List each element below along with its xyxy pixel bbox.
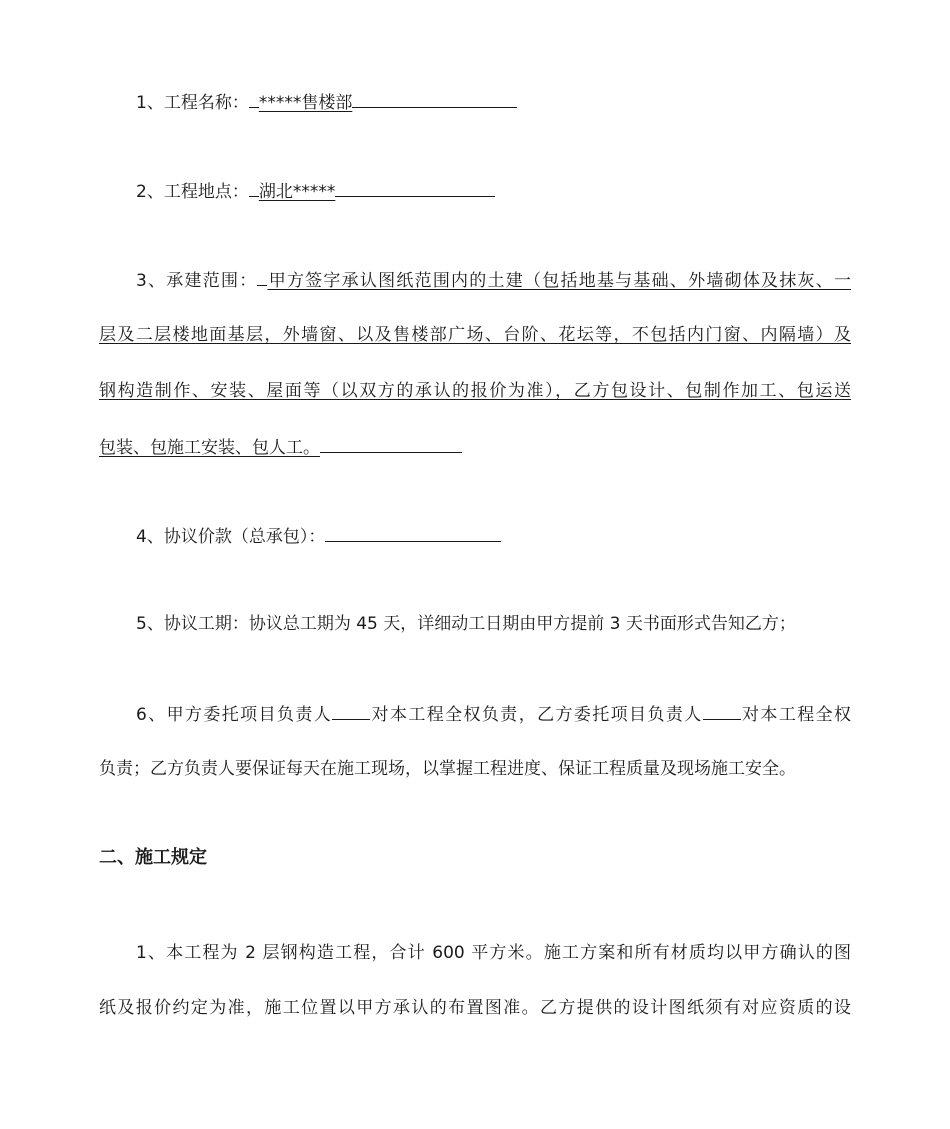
agreement-price-label: 4、协议价款（总承包）： — [136, 527, 326, 547]
responsible-part3: 对本工程全权 — [740, 705, 851, 724]
project-name-label: 1、工程名称： — [136, 93, 249, 113]
agreement-price-blank — [325, 524, 501, 542]
item-project-location — [136, 179, 851, 203]
project-location-blank — [335, 179, 495, 197]
scope-line-2: 层及二层楼地面基层，外墙窗、以及售楼部广场、台阶、花坛等，不包括内门窗、内隔墙）及 — [99, 325, 851, 345]
rules-line-1: 1、本工程为 2 层钢构造工程，合计 600 平方米。施工方案和所有材质均以甲方确认的图 — [136, 943, 851, 963]
project-location-value: 湖北***** — [258, 182, 336, 202]
scope-blank-pre — [257, 268, 267, 286]
project-name-blank — [352, 90, 517, 108]
project-location-blank-pre — [249, 179, 259, 197]
responsible-line-2: 负责；乙方负责人要保证每天在施工现场，以掌握工程进度、保证工程质量及现场施工安全。 — [99, 759, 796, 779]
scope-line-3: 钢构造制作、安装、屋面等（以双方的承认的报价为准），乙方包设计、包制作加工、包运送 — [99, 381, 851, 401]
item-project-name — [136, 90, 851, 114]
scope-text-4: 包装、包施工安装、包人工。 — [99, 438, 320, 458]
responsible-part2: 对本工程全权负责，乙方委托项目负责人 — [370, 705, 703, 724]
scope-line-4 — [99, 435, 851, 459]
responsible-line-1 — [136, 702, 851, 724]
responsible-part1: 6、甲方委托项目负责人 — [136, 705, 333, 724]
item-agreement-period: 5、协议工期：协议总工期为 45 天，详细动工日期由甲方提前 3 天书面形式告知乙方； — [136, 614, 796, 634]
scope-blank-end — [320, 435, 462, 453]
project-name-value: *****售楼部 — [258, 93, 353, 113]
scope-line-1 — [136, 268, 851, 290]
party-a-manager-blank — [332, 702, 370, 720]
rules-line-2: 纸及报价约定为准，施工位置以甲方承认的布置图准。乙方提供的设计图纸须有对应资质的设 — [99, 998, 851, 1018]
party-b-manager-blank — [703, 702, 741, 720]
scope-label: 3、承建范围： — [136, 271, 258, 290]
item-agreement-price — [136, 524, 851, 548]
section-heading: 二、施工规定 — [99, 847, 207, 868]
project-location-label: 2、工程地点： — [136, 182, 249, 202]
scope-text-1: 甲方签字承认图纸范围内的土建（包括地基与基础、外墙砌体及抹灰、一 — [267, 271, 851, 290]
project-name-blank-pre — [249, 90, 259, 108]
